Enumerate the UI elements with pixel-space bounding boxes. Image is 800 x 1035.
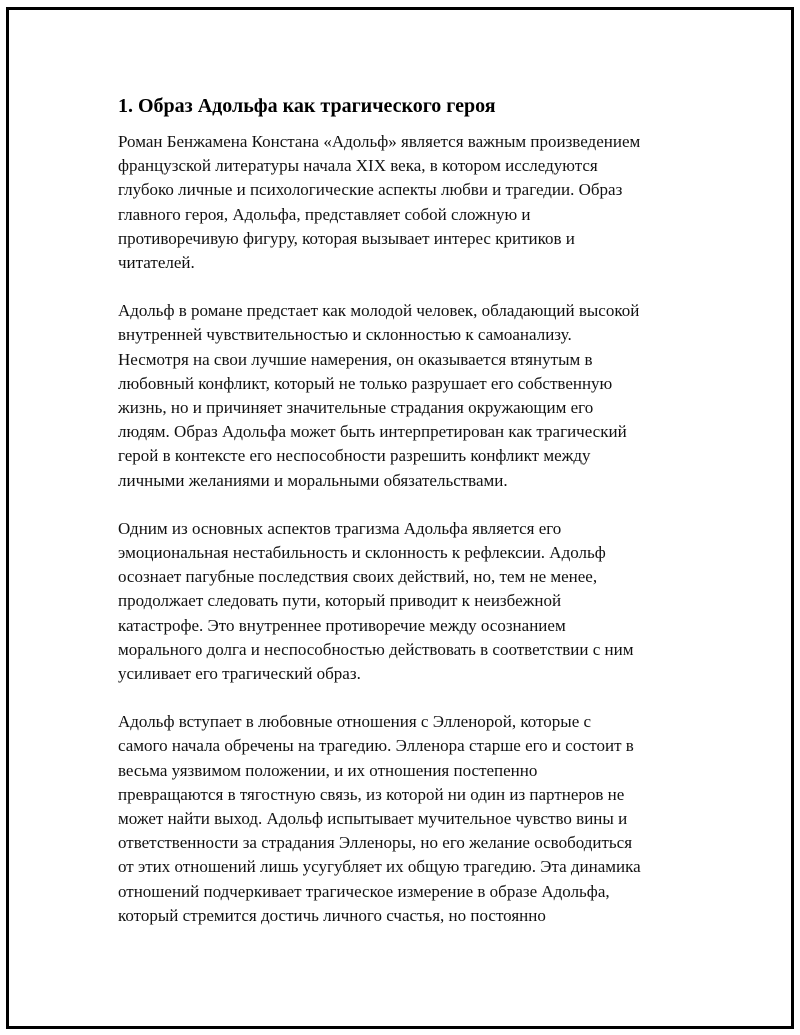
paragraph-line: продолжает следовать пути, который приводит к неизбежной xyxy=(118,591,562,611)
paragraph-line: Несмотря на свои лучшие намерения, он оказывается втянутым в xyxy=(118,349,593,369)
paragraph-line: который стремится достичь личного счастья, но постоянно xyxy=(118,905,546,925)
paragraph-line: от этих отношений лишь усугубляет их общую трагедию. Эта динамика xyxy=(118,857,641,877)
paragraph-line: французской литературы начала XIX века, в котором исследуются xyxy=(118,156,598,176)
paragraph-line: Адольф в романе предстает как молодой человек, обладающий высокой xyxy=(118,301,640,321)
paragraph-2 xyxy=(118,299,688,493)
paragraph-line: главного героя, Адольфа, представляет собой сложную и xyxy=(118,204,531,224)
paragraph-line: любовный конфликт, который не только разрушает его собственную xyxy=(118,373,613,393)
document-body xyxy=(118,92,688,952)
paragraph-line: герой в контексте его неспособности разрешить конфликт между xyxy=(118,446,591,466)
paragraph-line: отношений подчеркивает трагическое измерение в образе Адольфа, xyxy=(118,881,610,901)
paragraph-line: морального долга и неспособностью действовать в соответствии с ним xyxy=(118,639,634,659)
paragraph-1 xyxy=(118,130,688,275)
paragraph-line: личными желаниями и моральными обязательствами. xyxy=(118,470,508,490)
paragraph-line: читателей. xyxy=(118,253,195,273)
paragraph-line: Адольф вступает в любовные отношения с Элленорой, которые с xyxy=(118,712,592,732)
paragraph-line: противоречивую фигуру, которая вызывает интерес критиков и xyxy=(118,228,575,248)
paragraph-4 xyxy=(118,710,688,928)
paragraph-line: глубоко личные и психологические аспекты любви и трагедии. Образ xyxy=(118,180,623,200)
paragraph-line: может найти выход. Адольф испытывает мучительное чувство вины и xyxy=(118,809,628,829)
paragraph-line: катастрофе. Это внутреннее противоречие между осознанием xyxy=(118,615,566,635)
paragraph-line: ответственности за страдания Элленоры, но его желание освободиться xyxy=(118,833,633,853)
paragraph-line: самого начала обречены на трагедию. Элленора старше его и состоит в xyxy=(118,736,634,756)
section-heading: 1. Образ Адольфа как трагического героя xyxy=(118,95,496,117)
paragraph-line: превращаются в тягостную связь, из которой ни один из партнеров не xyxy=(118,784,625,804)
paragraph-3 xyxy=(118,517,688,686)
paragraph-line: людям. Образ Адольфа может быть интерпретирован как трагический xyxy=(118,422,627,442)
paragraph-line: Одним из основных аспектов трагизма Адольфа является его xyxy=(118,518,562,538)
paragraph-line: внутренней чувствительностью и склонностью к самоанализу. xyxy=(118,325,572,345)
paragraph-line: весьма уязвимом положении, и их отношения постепенно xyxy=(118,760,538,780)
paragraph-line: осознает пагубные последствия своих действий, но, тем не менее, xyxy=(118,567,598,587)
paragraph-line: усиливает его трагический образ. xyxy=(118,664,361,684)
paragraph-line: Роман Бенжамена Констана «Адольф» является важным произведением xyxy=(118,132,641,151)
paragraph-line: жизнь, но и причиняет значительные страдания окружающим его xyxy=(118,398,594,418)
paragraph-line: эмоциональная нестабильность и склонность к рефлексии. Адольф xyxy=(118,543,606,563)
